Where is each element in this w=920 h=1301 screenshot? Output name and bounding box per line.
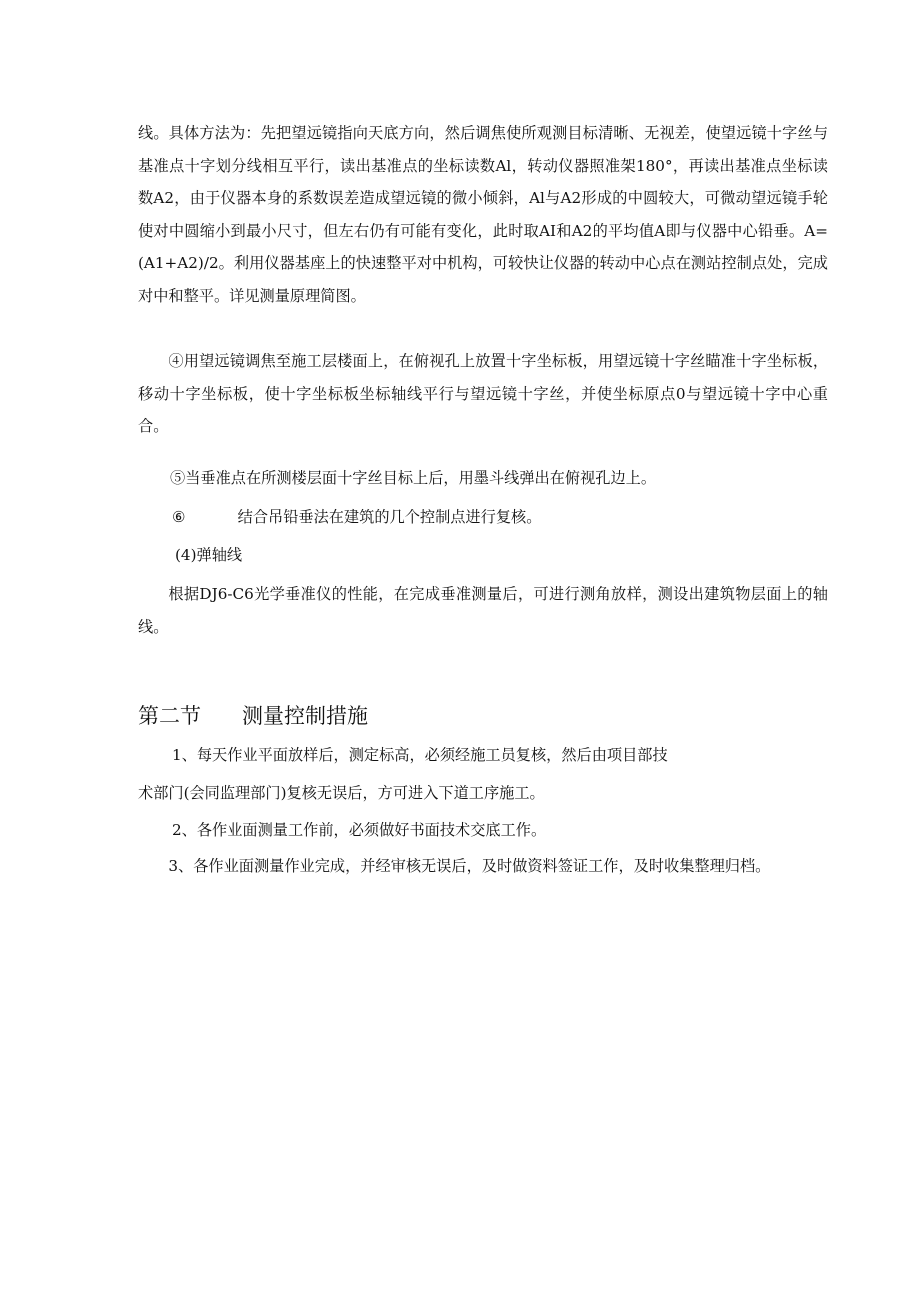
subheading-axis-lines: (4)弹轴线	[175, 546, 243, 564]
measure-2: 2、各作业面测量工作前，必须做好书面技术交底工作。	[172, 821, 547, 839]
step-6-number: ⑥	[172, 508, 186, 526]
section-title-text: 测量控制措施	[242, 704, 368, 728]
measure-3: 3、各作业面测量作业完成，并经审核无误后，及时做资料签证工作，及时收集整理归档。	[168, 857, 771, 875]
section-number: 第二节	[138, 704, 201, 728]
paragraph-method-description: 线。具体方法为：先把望远镜指向天底方向，然后调焦使所观测目标清晰、无视差，使望远镜十字丝与基准点十字划分线相互平行，读出基准点的坐标读数Al，转动仪器照准架180°，再读出基准点坐标读数A2，由于仪器本身的系数误差造成望远镜的微小倾斜，Al与A2形成的中圆较大，可微动望远镜手轮使对中圆缩小到最小尺寸，但左右仍有可能有变化，此时取AI和A2的平均值A即与仪器中心铅垂。A=(A1+A2)/2。利用仪器基座上的快速整平对中机构，可较快让仪器的转动中心点在测站控制点处，完成对中和整平。详见测量原理简图。	[138, 124, 828, 305]
paragraph-step-6	[172, 507, 541, 527]
paragraph-step-4: ④用望远镜调焦至施工层楼面上，在俯视孔上放置十字坐标板，用望远镜十字丝瞄准十字坐标板，移动十字坐标板，使十字坐标板坐标轴线平行与望远镜十字丝，并使坐标原点0与望远镜十字中心重合。	[138, 352, 828, 436]
paragraph-step-5: ⑤当垂准点在所测楼层面十字丝目标上后，用墨斗线弹出在俯视孔边上。	[170, 469, 656, 487]
step-6-text: 结合吊铅垂法在建筑的几个控制点进行复核。	[237, 508, 542, 526]
paragraph-axis-lines: 根据DJ6-C6光学垂准仪的性能，在完成垂准测量后，可进行测角放样，测设出建筑物层面上的轴线。	[138, 585, 828, 636]
section-heading	[138, 703, 368, 729]
measure-1-line-2: 术部门(会同监理部门)复核无误后，方可进入下道工序施工。	[138, 784, 545, 802]
measure-1-line-1: 1、每天作业平面放样后，测定标高，必须经施工员复核，然后由项目部技	[172, 746, 668, 764]
